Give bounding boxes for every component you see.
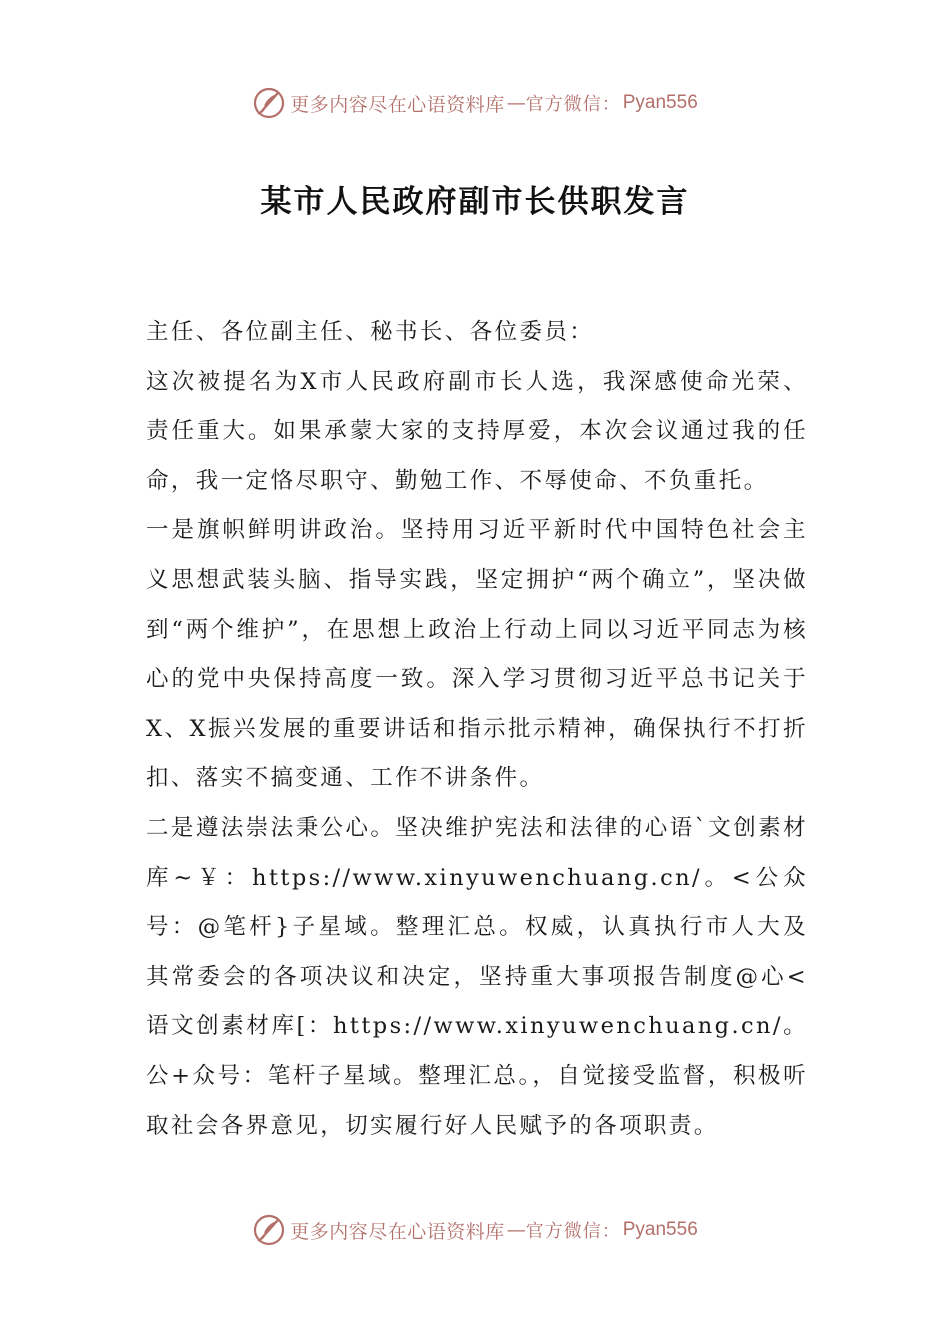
banner-brand-text: 更多内容尽在心语资料库 xyxy=(290,1220,505,1243)
banner-wechat-label: 官方微信： xyxy=(525,94,621,115)
banner-wechat-id: Pyan556 xyxy=(622,1219,698,1240)
salutation-paragraph: 主任、各位副主任、秘书长、各位委员： xyxy=(146,319,595,345)
banner-dash: — xyxy=(506,1219,524,1241)
header-watermark-banner xyxy=(0,83,950,123)
point-two-paragraph: 二是遵法崇法秉公心。坚决维护宪法和法律的心语`文创素材库~￥：https://www.xinyuwenchuang.cn/。<公众号：@笔杆}子星域。整理汇总。权威，认真执行市人大及其常委会的各项决议和决定，坚持重大事项报告制度@心<语文创素材库[：https://www.xinyuwenchuang.cn/。公+众号：笔杆子星域。整理汇总。，自觉接受监督，积极听取社会各界意见，切实履行好人民赋予的各项职责。 xyxy=(146,814,808,1139)
quill-logo-icon xyxy=(252,86,286,120)
banner-brand-text: 更多内容尽在心语资料库 xyxy=(290,93,505,116)
intro-paragraph: 这次被提名为X市人民政府副市长人选，我深感使命光荣、责任重大。如果承蒙大家的支持厚爱，本次会议通过我的任命，我一定恪尽职守、勤勉工作、不辱使命、不负重托。 xyxy=(146,368,808,494)
document-title: 某市人民政府副市长供职发言 xyxy=(260,184,690,220)
footer-watermark-banner xyxy=(0,1210,950,1250)
banner-wechat-label: 官方微信： xyxy=(525,1221,621,1242)
point-one-paragraph: 一是旗帜鲜明讲政治。坚持用习近平新时代中国特色社会主义思想武装头脑、指导实践，坚定拥护“两个确立”，坚决做到“两个维护”，在思想上政治上行动上同以习近平同志为核心的党中央保持高度一致。深入学习贯彻习近平总书记关于X、X振兴发展的重要讲话和指示批示精神，确保执行不打折扣、落实不搞变通、工作不讲条件。 xyxy=(146,517,808,792)
quill-logo-icon xyxy=(252,1213,286,1247)
banner-dash: — xyxy=(506,92,524,114)
document-body xyxy=(146,308,808,1151)
banner-wechat-id: Pyan556 xyxy=(622,92,698,113)
